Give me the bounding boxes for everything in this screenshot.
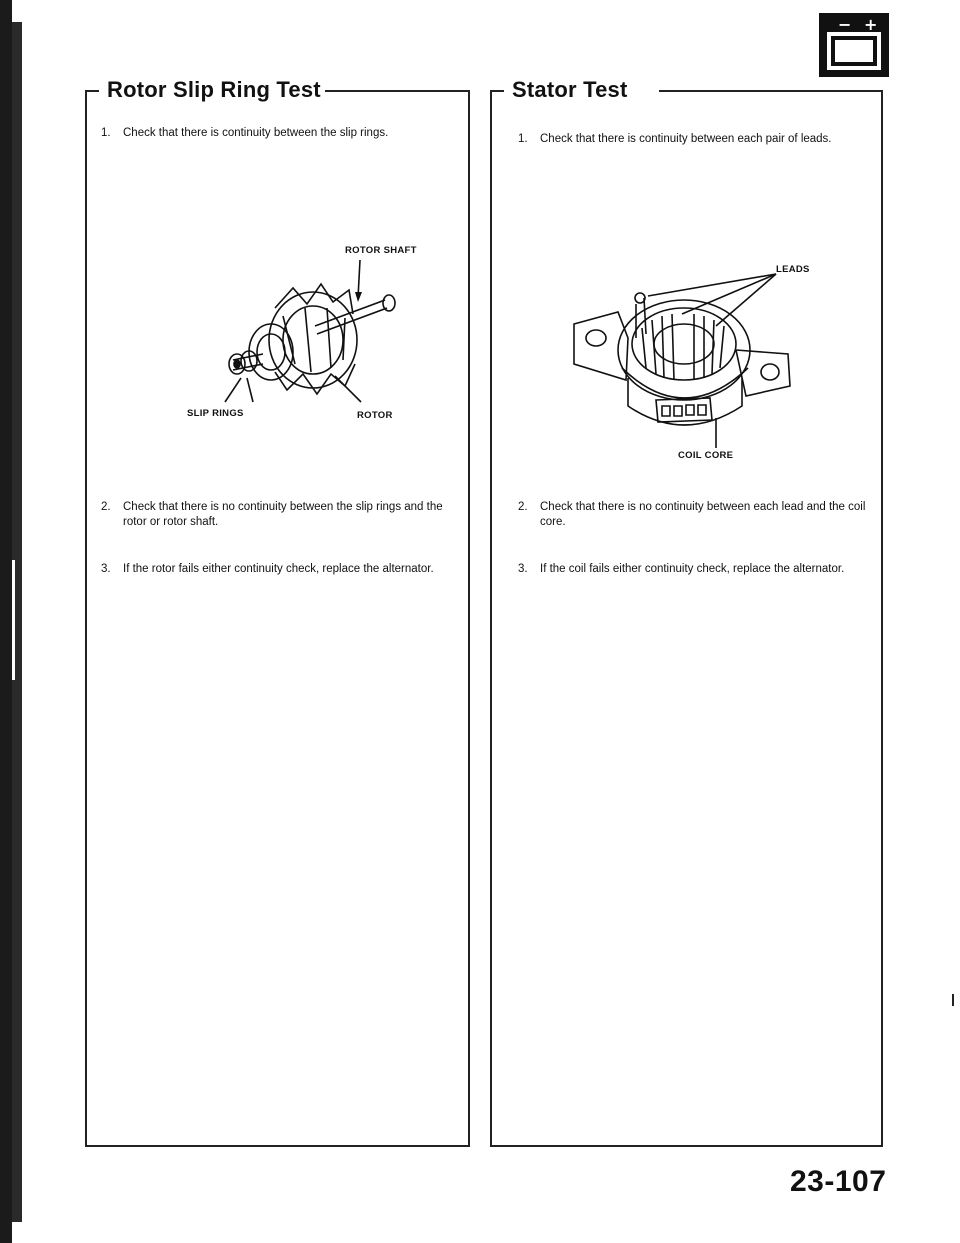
coil-core-label: COIL CORE [678,450,734,461]
rotor-section-title: Rotor Slip Ring Test [103,77,325,103]
stator-section-title: Stator Test [508,77,631,103]
rotor-slip-ring-test-section [85,77,470,1147]
rotor-label: ROTOR [357,410,393,421]
rotor-step-2: 2. Check that there is no continuity between the slip rings and the rotor or rotor shaft. [101,501,443,528]
stator-step-1: 1. Check that there is continuity between each pair of leads. [518,133,832,145]
rotor-step-3: 3. If the rotor fails either continuity check, replace the alternator. [101,563,434,575]
rotor-illustration [175,256,425,404]
spine-notch [12,560,15,680]
page-number: 23-107 [790,1165,887,1198]
page-spine-bar [0,0,12,1243]
edge-mark [952,994,954,1006]
rotor-shaft-label: ROTOR SHAFT [345,245,417,256]
slip-rings-label: SLIP RINGS [187,408,244,419]
battery-plus-sign: + [864,15,878,34]
stator-step-2: 2. Check that there is no continuity between each lead and the coil core. [518,501,866,528]
battery-icon [818,12,890,78]
stator-test-section [490,77,883,1147]
stator-step-3: 3. If the coil fails either continuity check, replace the alternator. [518,563,845,575]
battery-minus-sign: − [838,15,852,34]
stator-illustration [566,268,802,448]
rotor-step-1: 1. Check that there is continuity between the slip rings. [101,127,389,139]
leads-label: LEADS [776,264,810,275]
